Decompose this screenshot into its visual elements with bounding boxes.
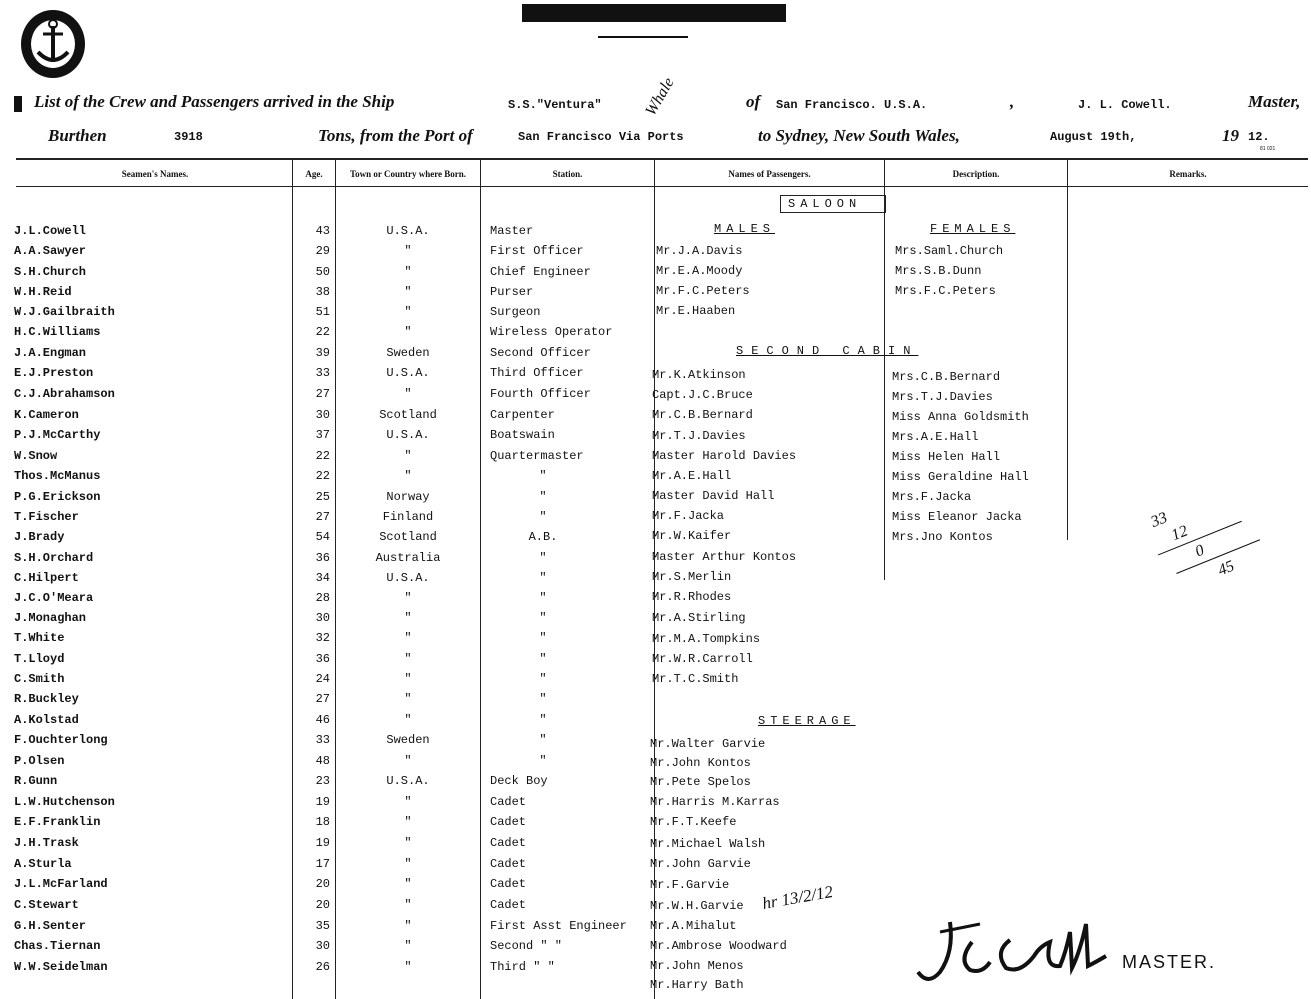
col-header-names: Seamen's Names. (121, 169, 189, 179)
seaman-station: Cadet (490, 857, 527, 871)
seaman-station: Cadet (490, 795, 527, 809)
title-underline (598, 36, 688, 38)
seaman-name: P.Olsen (14, 754, 65, 768)
seaman-name: A.Sturla (14, 857, 72, 871)
passenger-name: Mr.F.C.Peters (656, 284, 750, 298)
seaman-station: Third " " (490, 960, 555, 974)
seaman-name: S.H.Church (14, 265, 87, 279)
seaman-birthplace: " (404, 285, 412, 299)
seaman-name: J.L.Cowell (14, 224, 87, 238)
table-top-rule (16, 158, 1308, 160)
master-name: J. L. Cowell. (1078, 98, 1172, 112)
passenger-name: Mr.John Menos (650, 959, 744, 973)
seaman-age: 22 (315, 325, 330, 339)
seaman-age: 22 (315, 449, 330, 463)
seaman-name: C.J.Abrahamson (14, 387, 115, 401)
seaman-station: Quartermaster (490, 449, 584, 463)
passenger-name: Miss Eleanor Jacka (892, 510, 1022, 524)
seaman-name: Thos.McManus (14, 469, 101, 483)
passenger-name: Mr.Michael Walsh (650, 837, 766, 851)
seaman-age: 51 (315, 305, 330, 319)
seaman-age: 32 (315, 631, 330, 645)
passenger-name: Miss Geraldine Hall (892, 470, 1029, 484)
table-row (0, 713, 1311, 733)
passenger-name: Mr.John Garvie (650, 857, 751, 871)
col-header-remarks: Remarks. (1169, 169, 1207, 179)
arrival-date: August 19th, (1050, 130, 1137, 144)
passenger-name: Mr.R.Rhodes (652, 590, 732, 604)
seaman-name: F.Ouchterlong (14, 733, 108, 747)
seaman-age: 39 (315, 346, 330, 360)
seaman-age: 43 (315, 224, 330, 238)
seaman-station: Cadet (490, 877, 527, 891)
seaman-station: " (539, 571, 547, 585)
seaman-station: First Officer (490, 244, 584, 258)
seaman-birthplace: Norway (386, 490, 430, 504)
year-suffix: 12. (1248, 130, 1270, 144)
passenger-name: Mrs.F.Jacka (892, 490, 972, 504)
seaman-name: Chas.Tiernan (14, 939, 101, 953)
table-row (0, 224, 1311, 244)
seaman-station: Surgeon (490, 305, 541, 319)
seaman-age: 25 (315, 490, 330, 504)
seaman-birthplace: " (404, 244, 412, 258)
passenger-name: Mr.A.Mihalut (650, 919, 737, 933)
from-port: San Francisco Via Ports (518, 130, 684, 144)
passenger-name: Mr.A.E.Hall (652, 469, 732, 483)
section-steerage: STEERAGE (758, 714, 856, 728)
seaman-age: 20 (315, 877, 330, 891)
tons-value: 3918 (174, 130, 203, 144)
passenger-name: Master David Hall (652, 489, 775, 503)
seaman-name: J.A.Engman (14, 346, 87, 360)
col-header-description: Description. (952, 169, 1000, 179)
seaman-station: Cadet (490, 815, 527, 829)
tally-value: 12 (1169, 522, 1191, 545)
seaman-station: " (539, 510, 547, 524)
seaman-name: W.Snow (14, 449, 58, 463)
form-number: 81 021 (1260, 146, 1276, 152)
seaman-age: 33 (315, 366, 330, 380)
seaman-birthplace: " (404, 591, 412, 605)
seaman-birthplace: Sweden (386, 733, 430, 747)
passenger-name: Miss Anna Goldsmith (892, 410, 1029, 424)
passenger-name: Mrs.S.B.Dunn (895, 264, 982, 278)
seaman-birthplace: Finland (382, 510, 434, 524)
seaman-birthplace: Sweden (386, 346, 430, 360)
seaman-birthplace: U.S.A. (386, 571, 430, 585)
seaman-birthplace: " (404, 631, 412, 645)
seaman-birthplace: Australia (375, 551, 441, 565)
passenger-name: Mr.W.Kaifer (652, 529, 732, 543)
seaman-age: 30 (315, 408, 330, 422)
seaman-name: G.H.Senter (14, 919, 87, 933)
seaman-name: A.Kolstad (14, 713, 79, 727)
seaman-birthplace: " (404, 795, 412, 809)
seaman-station: " (539, 754, 547, 768)
seaman-birthplace: " (404, 305, 412, 319)
tally-value: 0 (1192, 541, 1207, 561)
seaman-birthplace: " (404, 325, 412, 339)
tally-value: 45 (1215, 557, 1237, 580)
seaman-age: 54 (315, 530, 330, 544)
seaman-birthplace: " (404, 877, 412, 891)
seaman-station: Cadet (490, 836, 527, 850)
seaman-birthplace: " (404, 265, 412, 279)
seaman-age: 36 (315, 551, 330, 565)
passenger-name: Mr.F.T.Keefe (650, 815, 737, 829)
seaman-name: S.H.Orchard (14, 551, 94, 565)
passenger-name: Mr.E.A.Moody (656, 264, 743, 278)
seaman-station: Wireless Operator (490, 325, 613, 339)
seaman-station: Second Officer (490, 346, 591, 360)
seaman-age: 46 (315, 713, 330, 727)
col-header-passengers: Names of Passengers. (728, 169, 811, 179)
seaman-birthplace: " (404, 611, 412, 625)
seaman-birthplace: " (404, 387, 412, 401)
seaman-station: " (539, 733, 547, 747)
seaman-station: " (539, 551, 547, 565)
header-list-title: List of the Crew and Passengers arrived in the Ship (34, 92, 395, 111)
passenger-name: Mr.Ambrose Woodward (650, 939, 787, 953)
seaman-station: Deck Boy (490, 774, 548, 788)
passenger-name: Mr.W.R.Carroll (652, 652, 753, 666)
seaman-name: J.C.O'Meara (14, 591, 94, 605)
ship-annotation: Whale (642, 74, 678, 119)
table-row (0, 346, 1311, 366)
passenger-name: Miss Helen Hall (892, 450, 1001, 464)
seaman-station: Fourth Officer (490, 387, 591, 401)
redacted-title (522, 4, 786, 22)
seaman-station: Purser (490, 285, 534, 299)
seaman-name: J.H.Trask (14, 836, 79, 850)
seaman-birthplace: Scotland (379, 408, 437, 422)
seaman-name: W.W.Seidelman (14, 960, 108, 974)
seaman-station: A.B. (528, 530, 558, 544)
passenger-name: Mrs.F.C.Peters (895, 284, 996, 298)
seaman-name: T.Fischer (14, 510, 79, 524)
header-comma: , (1010, 92, 1015, 111)
seaman-age: 23 (315, 774, 330, 788)
seaman-age: 19 (315, 836, 330, 850)
seaman-age: 48 (315, 754, 330, 768)
seaman-age: 36 (315, 652, 330, 666)
passenger-name: Capt.J.C.Bruce (652, 388, 753, 402)
column-header-rule (16, 186, 1308, 187)
seaman-age: 37 (315, 428, 330, 442)
seaman-birthplace: U.S.A. (386, 224, 430, 238)
seaman-age: 27 (315, 510, 330, 524)
seaman-station: Carpenter (490, 408, 555, 422)
col-header-station: Station. (552, 169, 583, 179)
header-marker (14, 96, 22, 112)
seaman-birthplace: " (404, 857, 412, 871)
seaman-birthplace: " (404, 449, 412, 463)
seaman-station: Third Officer (490, 366, 584, 380)
seaman-station: " (539, 469, 547, 483)
table-row (0, 692, 1311, 712)
passenger-name: Master Harold Davies (652, 449, 797, 463)
seaman-age: 30 (315, 939, 330, 953)
seaman-birthplace: " (404, 652, 412, 666)
passenger-name: Mr.Harris M.Karras (650, 795, 780, 809)
seaman-name: C.Stewart (14, 898, 79, 912)
seaman-name: E.J.Preston (14, 366, 94, 380)
seaman-age: 22 (315, 469, 330, 483)
seaman-age: 20 (315, 898, 330, 912)
seaman-name: J.Monaghan (14, 611, 87, 625)
passenger-name: Mr.K.Atkinson (652, 368, 746, 382)
passenger-name: Mrs.A.E.Hall (892, 430, 979, 444)
seaman-birthplace: " (404, 898, 412, 912)
seaman-birthplace: " (404, 836, 412, 850)
seaman-age: 19 (315, 795, 330, 809)
passenger-name: Mr.T.J.Davies (652, 429, 746, 443)
section-females: FEMALES (930, 222, 1016, 236)
seaman-name: J.L.McFarland (14, 877, 108, 891)
seaman-birthplace: " (404, 692, 412, 706)
seaman-station: " (539, 692, 547, 706)
passenger-name: Mrs.Saml.Church (895, 244, 1004, 258)
seaman-station: " (539, 652, 547, 666)
passenger-name: Mr.E.Haaben (656, 304, 736, 318)
seaman-name: W.H.Reid (14, 285, 72, 299)
seaman-station: Cadet (490, 898, 527, 912)
col-header-born: Town or Country where Born. (349, 169, 467, 179)
passenger-name: Mrs.T.J.Davies (892, 390, 993, 404)
seaman-name: P.G.Erickson (14, 490, 101, 504)
seaman-name: L.W.Hutchenson (14, 795, 115, 809)
tally-value: 33 (1148, 509, 1170, 531)
tons-label: Tons, from the Port of (318, 126, 473, 145)
seaman-station: Boatswain (490, 428, 555, 442)
seaman-age: 17 (315, 857, 330, 871)
handwritten-note: hr 13/2/12 (760, 881, 835, 914)
passenger-name: Master Arthur Kontos (652, 550, 797, 564)
ship-name: S.S."Ventura" (508, 98, 602, 112)
seaman-station: Chief Engineer (490, 265, 591, 279)
table-row (0, 325, 1311, 345)
seaman-birthplace: " (404, 919, 412, 933)
passenger-name: Mr.Walter Garvie (650, 737, 766, 751)
seaman-age: 50 (315, 265, 330, 279)
section-second-cabin: SECOND CABIN (736, 344, 919, 358)
seaman-station: Master (490, 224, 534, 238)
seaman-name: K.Cameron (14, 408, 79, 422)
seaman-age: 24 (315, 672, 330, 686)
signature-title: MASTER. (1122, 952, 1217, 972)
seaman-age: 33 (315, 733, 330, 747)
passenger-name: Mr.F.Jacka (652, 509, 725, 523)
seaman-name: R.Gunn (14, 774, 58, 788)
col-header-age: Age. (305, 169, 323, 179)
seaman-station: " (539, 631, 547, 645)
passenger-name: Mrs.C.B.Bernard (892, 370, 1001, 384)
seaman-age: 30 (315, 611, 330, 625)
passenger-name: Mr.M.A.Tompkins (652, 632, 761, 646)
seaman-name: A.A.Sawyer (14, 244, 87, 258)
seaman-name: J.Brady (14, 530, 65, 544)
seaman-birthplace: " (404, 754, 412, 768)
passenger-name: Mrs.Jno Kontos (892, 530, 993, 544)
passenger-name: Mr.J.A.Davis (656, 244, 743, 258)
seaman-birthplace: " (404, 672, 412, 686)
seaman-birthplace: " (404, 815, 412, 829)
section-saloon: SALOON (788, 197, 862, 211)
passenger-name: Mr.T.C.Smith (652, 672, 739, 686)
anchor-stamp-icon (16, 6, 86, 80)
seaman-station: " (539, 490, 547, 504)
seaman-name: P.J.McCarthy (14, 428, 101, 442)
seaman-age: 27 (315, 387, 330, 401)
seaman-station: First Asst Engineer (490, 919, 627, 933)
seaman-age: 26 (315, 960, 330, 974)
seaman-station: " (539, 672, 547, 686)
seaman-station: " (539, 713, 547, 727)
passenger-name: Mr.C.B.Bernard (652, 408, 753, 422)
master-signature (910, 912, 1120, 992)
seaman-birthplace: " (404, 713, 412, 727)
seaman-birthplace: Scotland (379, 530, 437, 544)
seaman-age: 35 (315, 919, 330, 933)
ship-home-port: San Francisco. U.S.A. (776, 98, 928, 112)
seaman-name: T.Lloyd (14, 652, 65, 666)
seaman-birthplace: U.S.A. (386, 428, 430, 442)
passenger-name: Mr.A.Stirling (652, 611, 746, 625)
to-sydney-label: to Sydney, New South Wales, (758, 126, 960, 145)
seaman-age: 27 (315, 692, 330, 706)
burthen-label: Burthen (48, 126, 107, 145)
seaman-name: C.Smith (14, 672, 65, 686)
seaman-name: T.White (14, 631, 65, 645)
seaman-station: " (539, 591, 547, 605)
of-label: of (746, 92, 761, 111)
seaman-station: Second " " (490, 939, 563, 953)
master-label: Master, (1248, 92, 1301, 111)
seaman-birthplace: " (404, 469, 412, 483)
seaman-birthplace: " (404, 939, 412, 953)
seaman-name: R.Buckley (14, 692, 79, 706)
seaman-name: H.C.Williams (14, 325, 101, 339)
seaman-age: 28 (315, 591, 330, 605)
year-prefix: 19 (1222, 126, 1239, 145)
passenger-name: Mr.W.H.Garvie (650, 899, 744, 913)
seaman-name: W.J.Gailbraith (14, 305, 115, 319)
section-males: MALES (714, 222, 776, 236)
seaman-birthplace: U.S.A. (386, 366, 430, 380)
passenger-name: Mr.Pete Spelos (650, 775, 751, 789)
seaman-age: 18 (315, 815, 330, 829)
seaman-age: 29 (315, 244, 330, 258)
seaman-age: 38 (315, 285, 330, 299)
seaman-age: 34 (315, 571, 330, 585)
passenger-name: Mr.John Kontos (650, 756, 751, 770)
seaman-birthplace: U.S.A. (386, 774, 430, 788)
seaman-birthplace: " (404, 960, 412, 974)
passenger-name: Mr.S.Merlin (652, 570, 732, 584)
passenger-name: Mr.Harry Bath (650, 978, 744, 992)
seaman-station: " (539, 611, 547, 625)
passenger-name: Mr.F.Garvie (650, 878, 730, 892)
seaman-name: C.Hilpert (14, 571, 79, 585)
seaman-name: E.F.Franklin (14, 815, 101, 829)
